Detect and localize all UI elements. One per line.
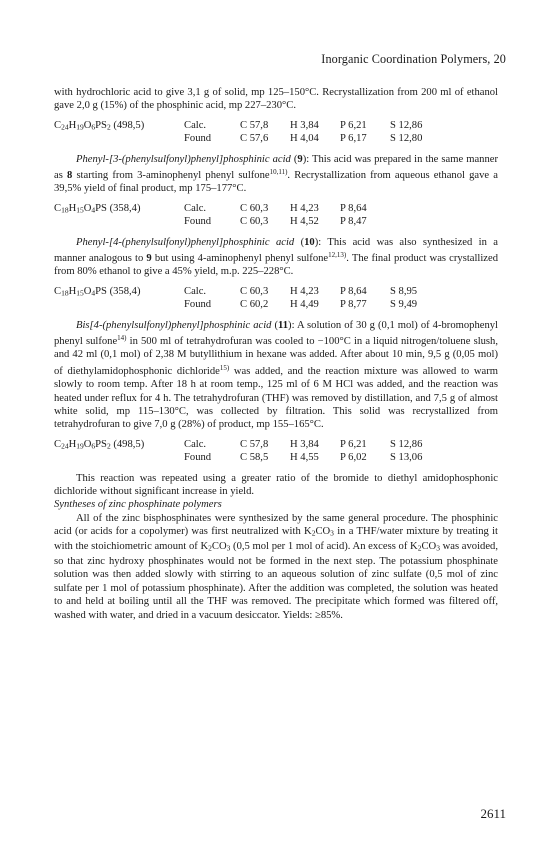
calc-p: P 6,21 [340, 119, 367, 131]
found-s: S 13,06 [390, 452, 423, 464]
analysis-calc-row [54, 285, 498, 298]
found-h: H 4,55 [290, 452, 319, 464]
compound-number: 10 [304, 236, 315, 248]
calc-h: H 3,84 [290, 119, 319, 131]
calc-c: C 60,3 [240, 202, 269, 214]
found-label: Found [184, 452, 212, 464]
found-p: P 6,17 [340, 133, 367, 145]
analysis-found-row [54, 132, 498, 145]
reference-superscript: 15) [219, 363, 230, 372]
found-h: H 4,52 [290, 216, 319, 228]
compound-title: Phenyl-[4-(phenylsulfonyl)phenyl]phosphinic acid [76, 236, 295, 248]
calc-s: S 12,86 [390, 438, 423, 450]
found-p: P 8,47 [340, 216, 367, 228]
calc-c: C 57,8 [240, 438, 269, 450]
paragraph-compound-10: Phenyl-[4-(phenylsulfonyl)phenyl]phosphinic acid (10): This acid was also synthesized in a manner analogous to 9 but using 4-aminophenyl phenyl sulfone$^{12,13)}$. The final product was crystallized from 80% ethanol to give a 45% yield, m.p. 225–228°C. [54, 236, 498, 278]
molecular-formula: $C_{24}H_{19}O_6PS_2$ (498,5) [54, 438, 145, 451]
analysis-found-row [54, 451, 498, 464]
calc-h: H 4,23 [290, 285, 319, 297]
running-head: Inorganic Coordination Polymers, 20 [321, 52, 506, 66]
calc-label: Calc. [184, 438, 207, 450]
found-s: S 9,49 [390, 299, 418, 311]
elemental-analysis-2 [54, 202, 498, 229]
paragraph-compound-11: Bis[4-(phenylsulfonyl)phenyl]phosphinic acid (11): A solution of 30 g (0,1 mol) of 4-bromophenyl phenyl sulfone$^{14)}$ in 500 ml of tetrahydrofuran was cooled to −100°C in a liquid nitrogen/toluene slush, and 42 ml (0,1 mol) of 2,38 M butyllithium in hexane was added. After about 10 min, 9,5 g (0,05 mol) of diethylamidophosphonic dichloride$^{15)}$ was added, and the reaction mixture was allowed to warm slowly to room temp. After 18 h at room temp., 125 ml of 6 M HCl was added, and the reaction was heated under reflux for 4 h. The tetrahydrofuran (THF) was removed by distillation, and 7,5 g of almost white solid, mp 115–130°C, was collected by filtration. This solid was recrystallized from tetrahydrofuran to give 7,0 g (28%) of product, mp 155–165°C. [54, 319, 499, 431]
calc-label: Calc. [184, 202, 207, 214]
molecular-formula: $C_{18}H_{15}O_4PS$ (358,4) [54, 202, 141, 215]
compound-title: Phenyl-[3-(phenylsulfonyl)phenyl]phosphinic acid [76, 153, 291, 165]
found-p: P 8,77 [340, 299, 367, 311]
calc-s: S 12,86 [390, 119, 423, 131]
article-body [54, 86, 498, 622]
paragraph-repeat-note: This reaction was repeated using a greater ratio of the bromide to diethyl amidophosphonic dichloride without significant increase in yield. [54, 472, 498, 498]
found-h: H 4,04 [290, 133, 319, 145]
calc-p: P 8,64 [340, 202, 367, 214]
found-h: H 4,49 [290, 299, 319, 311]
page-number: 2611 [480, 806, 506, 821]
elemental-analysis-1 [54, 119, 498, 146]
section-heading: Syntheses of zinc phosphinate polymers [54, 499, 222, 511]
found-s: S 12,80 [390, 133, 423, 145]
analysis-calc-row [54, 119, 498, 132]
calc-p: P 8,64 [340, 285, 367, 297]
paragraph-1: with hydrochloric acid to give 3,1 g of solid, mp 125–150°C. Recrystallization from 200 ml of ethanol gave 2,0 g (15%) of the phosphinic acid, mp 227–230°C. [54, 87, 498, 112]
reference-superscript: 12,13) [328, 251, 347, 259]
found-c: C 57,6 [240, 133, 269, 145]
reference-superscript: 14) [117, 334, 127, 342]
found-c: C 58,5 [240, 452, 269, 464]
paragraph-compound-9: Phenyl-[3-(phenylsulfonyl)phenyl]phosphinic acid (9): This acid was prepared in the same manner as 8 starting from 3-aminophenyl phenyl sulfone$^{10,11)}$. Recrystallization from aqueous ethanol gave a 39,5% yield of final product, mp 175–177°C. [54, 153, 498, 195]
paragraph-zinc-synthesis: All of the zinc bisphosphinates were synthesized by the same general procedure. The phosphinic acid (or acids for a copolymer) was first neutralized with $K_2CO_3$ in a THF/water mixture by treating it with the stoichiometric amount of $K_2CO_3$ (0,5 mol per 1 mol of acid). An excess of $K_2CO_3$ was avoided, so that zinc hydroxy phosphinates would not be formed in the next step. The potassium phosphinate solution was then added slowly with stirring to an aqueous solution of zinc sulfate (0,5 mol of zinc sulfate per 1 mol of potassium phosphinate). After the addition was completed, the solution was heated to and held at boiling until all the THF was removed. The precipitate which formed was filtered off, washed with water, and dried in a vacuum desiccator. Yields: ≥85%. [54, 512, 498, 621]
analysis-found-row [54, 298, 498, 311]
found-c: C 60,3 [240, 216, 269, 228]
reference-superscript: 10,11) [269, 168, 288, 176]
found-label: Found [184, 299, 212, 311]
found-c: C 60,2 [240, 299, 269, 311]
calc-s: S 8,95 [390, 285, 418, 297]
molecular-formula: $C_{24}H_{19}O_6PS_2$ (498,5) [54, 119, 145, 132]
compound-number: 11 [278, 319, 289, 331]
found-label: Found [184, 216, 212, 228]
found-label: Found [184, 133, 212, 145]
calc-label: Calc. [184, 285, 207, 297]
compound-title: Bis[4-(phenylsulfonyl)phenyl]phosphinic acid [76, 319, 272, 331]
analysis-calc-row [54, 438, 498, 451]
calc-c: C 57,8 [240, 119, 269, 131]
molecular-formula: $C_{18}H_{15}O_4PS$ (358,4) [54, 285, 141, 298]
compound-number: 9 [297, 153, 303, 165]
calc-label: Calc. [184, 119, 207, 131]
calc-h: H 4,23 [290, 202, 319, 214]
elemental-analysis-4 [54, 438, 498, 465]
found-p: P 6,02 [340, 452, 367, 464]
calc-c: C 60,3 [240, 285, 269, 297]
calc-h: H 3,84 [290, 438, 319, 450]
elemental-analysis-3 [54, 285, 498, 312]
analysis-calc-row [54, 202, 498, 215]
analysis-found-row [54, 215, 498, 228]
calc-p: P 6,21 [340, 438, 367, 450]
